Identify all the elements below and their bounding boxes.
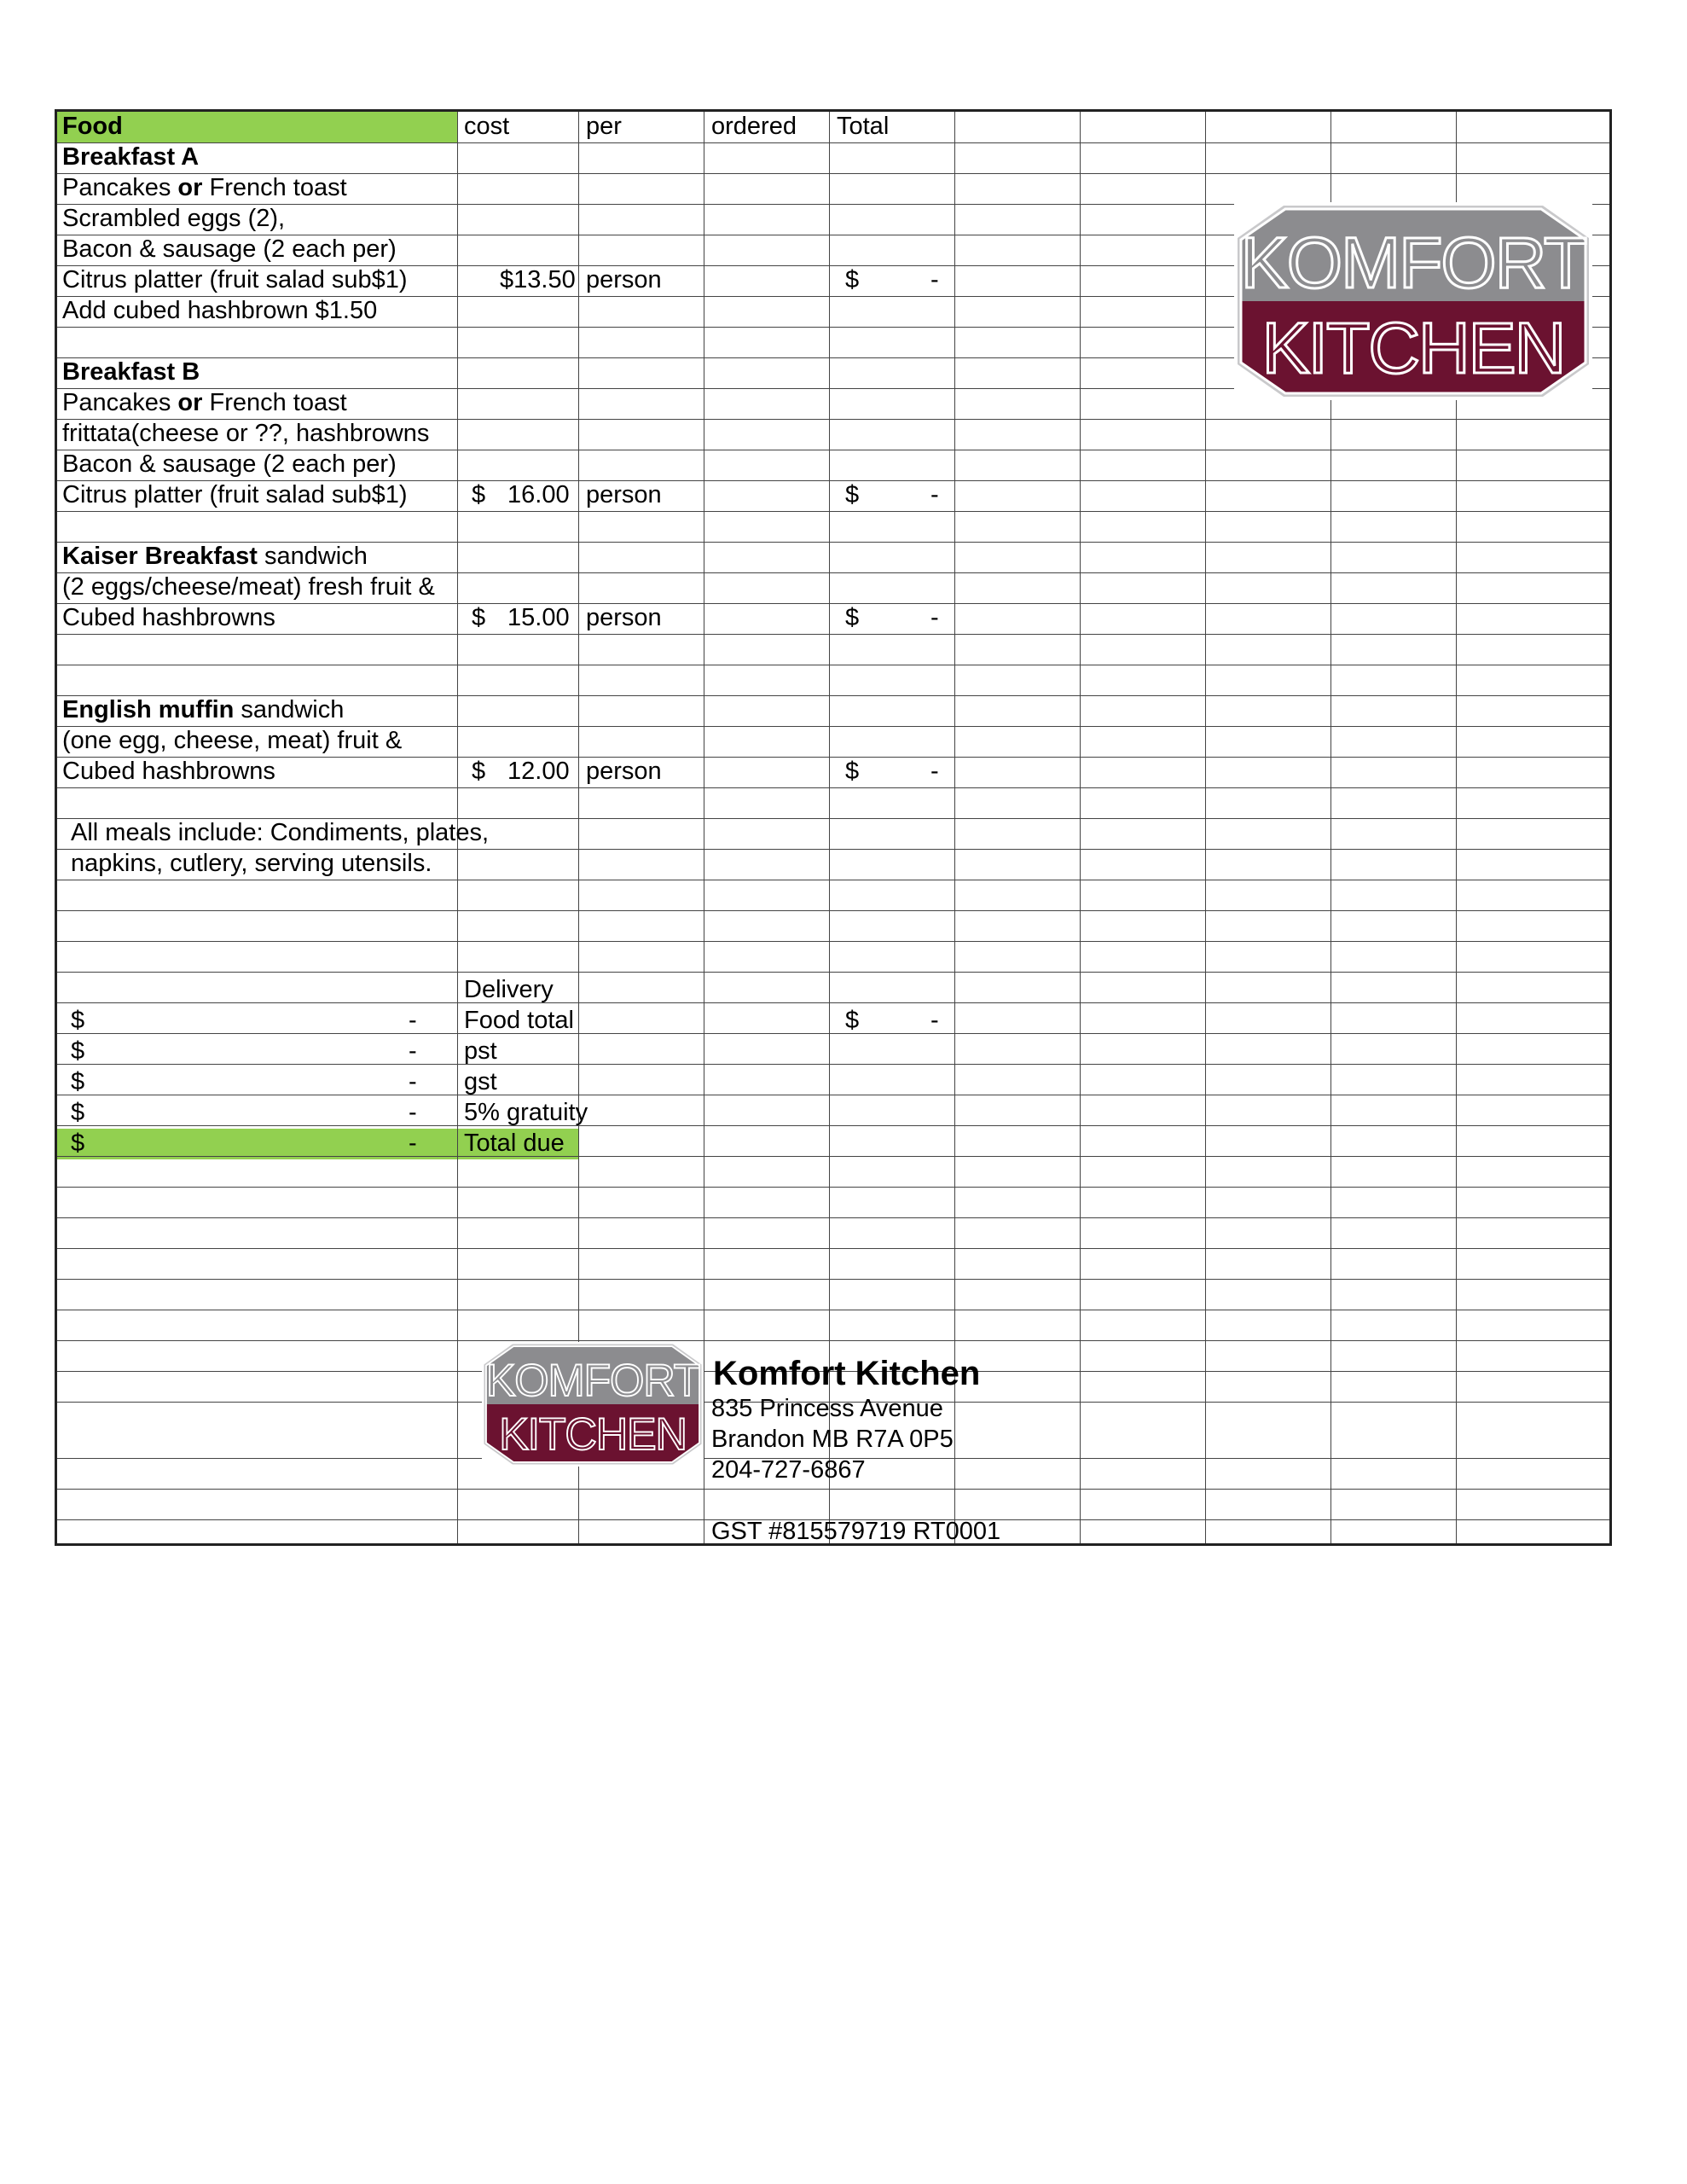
col-header-ordered: ordered (711, 113, 797, 140)
business-name: Komfort Kitchen (713, 1355, 981, 1392)
menu-item-total-symbol: $ (845, 758, 860, 785)
col-header-per: per (586, 113, 622, 140)
menu-item-line: Pancakes or French toast (62, 174, 347, 201)
grid-row-line (57, 1279, 1609, 1280)
grid-col-line (829, 112, 830, 1543)
menu-item-cost-symbol: $ (472, 758, 486, 785)
business-gst: GST #815579719 RT0001 (711, 1518, 1001, 1545)
grid-col-line (1205, 112, 1206, 1543)
menu-item-extra: Add cubed hashbrown $1.50 (62, 297, 378, 324)
delivery-label: Delivery (464, 976, 554, 1003)
menu-item-title: Breakfast B (62, 358, 200, 386)
svg-text:KOMFORT: KOMFORT (485, 1356, 700, 1407)
menu-item-per: person (586, 481, 662, 508)
grid-row-line (57, 972, 1609, 973)
business-address-line2: Brandon MB R7A 0P5 (711, 1426, 954, 1453)
menu-item-title: Breakfast A (62, 143, 200, 171)
grid-row-line (57, 1002, 1609, 1003)
menu-item-total-value: - (930, 481, 939, 508)
summary-label: 5% gratuity (464, 1099, 588, 1126)
grid-col-line (954, 112, 955, 1543)
grid-row-line (57, 1340, 1609, 1341)
summary-label: Total due (464, 1130, 565, 1157)
summary-label: Food total (464, 1007, 574, 1034)
menu-item-line: Citrus platter (fruit salad sub$1) (62, 481, 408, 508)
summary-symbol: $ (71, 1037, 85, 1065)
summary-label: gst (464, 1068, 497, 1095)
logo-badge-icon (482, 1342, 704, 1467)
menu-item-line: Cubed hashbrowns (62, 604, 275, 631)
menu-item-total-value: - (930, 604, 939, 631)
menu-item-total-symbol: $ (845, 266, 860, 293)
menu-item-per: person (586, 758, 662, 785)
komfort-kitchen-logo-small (482, 1342, 704, 1467)
grid-col-line (1080, 112, 1081, 1543)
grid-row-line (57, 1187, 1609, 1188)
grid-row-line (57, 1033, 1609, 1034)
summary-value: - (409, 1130, 417, 1157)
grid-row-line (57, 910, 1609, 911)
menu-item-title: English muffin sandwich (62, 696, 345, 723)
menu-item-line: (2 eggs/cheese/meat) fresh fruit & (62, 573, 435, 601)
summary-label: pst (464, 1037, 497, 1065)
menu-item-cost: $13.50 (500, 266, 576, 293)
grid-row-line (57, 1125, 1609, 1126)
menu-item-cost: 12.00 (507, 758, 570, 785)
grid-row-line (57, 1217, 1609, 1218)
menu-item-cost-symbol: $ (472, 604, 486, 631)
col-header-total: Total (837, 113, 890, 140)
col-header-cost: cost (464, 113, 510, 140)
logo-badge-icon (1234, 202, 1592, 400)
summary-symbol: $ (71, 1068, 85, 1095)
summary-symbol: $ (71, 1099, 85, 1126)
menu-item-line: (one egg, cheese, meat) fruit & (62, 727, 403, 754)
col-header-food: Food (62, 113, 123, 140)
summary-value: - (409, 1037, 417, 1065)
grid-row-line (57, 603, 1609, 604)
grid-row-line (57, 634, 1609, 635)
menu-item-per: person (586, 266, 662, 293)
grid-row-line (57, 757, 1609, 758)
menu-item-line: Citrus platter (fruit salad sub$1) (62, 266, 408, 293)
menu-item-total-value: - (930, 758, 939, 785)
svg-text:KOMFORT: KOMFORT (1240, 223, 1586, 303)
grid-row-line (57, 142, 1609, 143)
menu-item-total-symbol: $ (845, 481, 860, 508)
meals-include-note: napkins, cutlery, serving utensils. (71, 850, 432, 877)
summary-symbol: $ (71, 1007, 85, 1034)
grid-row-line (57, 511, 1609, 512)
menu-item-line: Cubed hashbrowns (62, 758, 275, 785)
food-total-value: - (930, 1007, 939, 1034)
grid-row-line (57, 787, 1609, 788)
menu-item-per: person (586, 604, 662, 631)
menu-item-total-symbol: $ (845, 604, 860, 631)
grid-row-line (57, 941, 1609, 942)
grid-row-line (57, 1248, 1609, 1249)
menu-item-line: Bacon & sausage (2 each per) (62, 450, 397, 478)
grid-row-line (57, 1156, 1609, 1157)
grid-row-line (57, 1489, 1609, 1490)
svg-text:KITCHEN: KITCHEN (1261, 308, 1565, 388)
menu-item-total-value: - (930, 266, 939, 293)
summary-value: - (409, 1099, 417, 1126)
summary-symbol: $ (71, 1130, 85, 1157)
summary-value: - (409, 1007, 417, 1034)
menu-item-line: frittata(cheese or ??, hashbrowns (62, 420, 430, 447)
business-address-line1: 835 Princess Avenue (711, 1395, 943, 1422)
komfort-kitchen-logo (1234, 202, 1592, 400)
svg-text:KITCHEN: KITCHEN (499, 1409, 687, 1460)
menu-item-title: Kaiser Breakfast sandwich (62, 543, 368, 570)
menu-item-cost: 16.00 (507, 481, 570, 508)
menu-item-line: Bacon & sausage (2 each per) (62, 235, 397, 263)
order-sheet (55, 109, 1612, 1546)
menu-item-cost: 15.00 (507, 604, 570, 631)
meals-include-note: All meals include: Condiments, plates, (71, 819, 490, 846)
menu-item-line: Scrambled eggs (2), (62, 205, 286, 232)
summary-value: - (409, 1068, 417, 1095)
business-phone: 204-727-6867 (711, 1456, 866, 1484)
menu-item-cost-symbol: $ (472, 481, 486, 508)
menu-item-line: Pancakes or French toast (62, 389, 347, 416)
grid-row-line (57, 1064, 1609, 1065)
grid-col-line (578, 112, 579, 1543)
food-total-symbol: $ (845, 1007, 860, 1034)
